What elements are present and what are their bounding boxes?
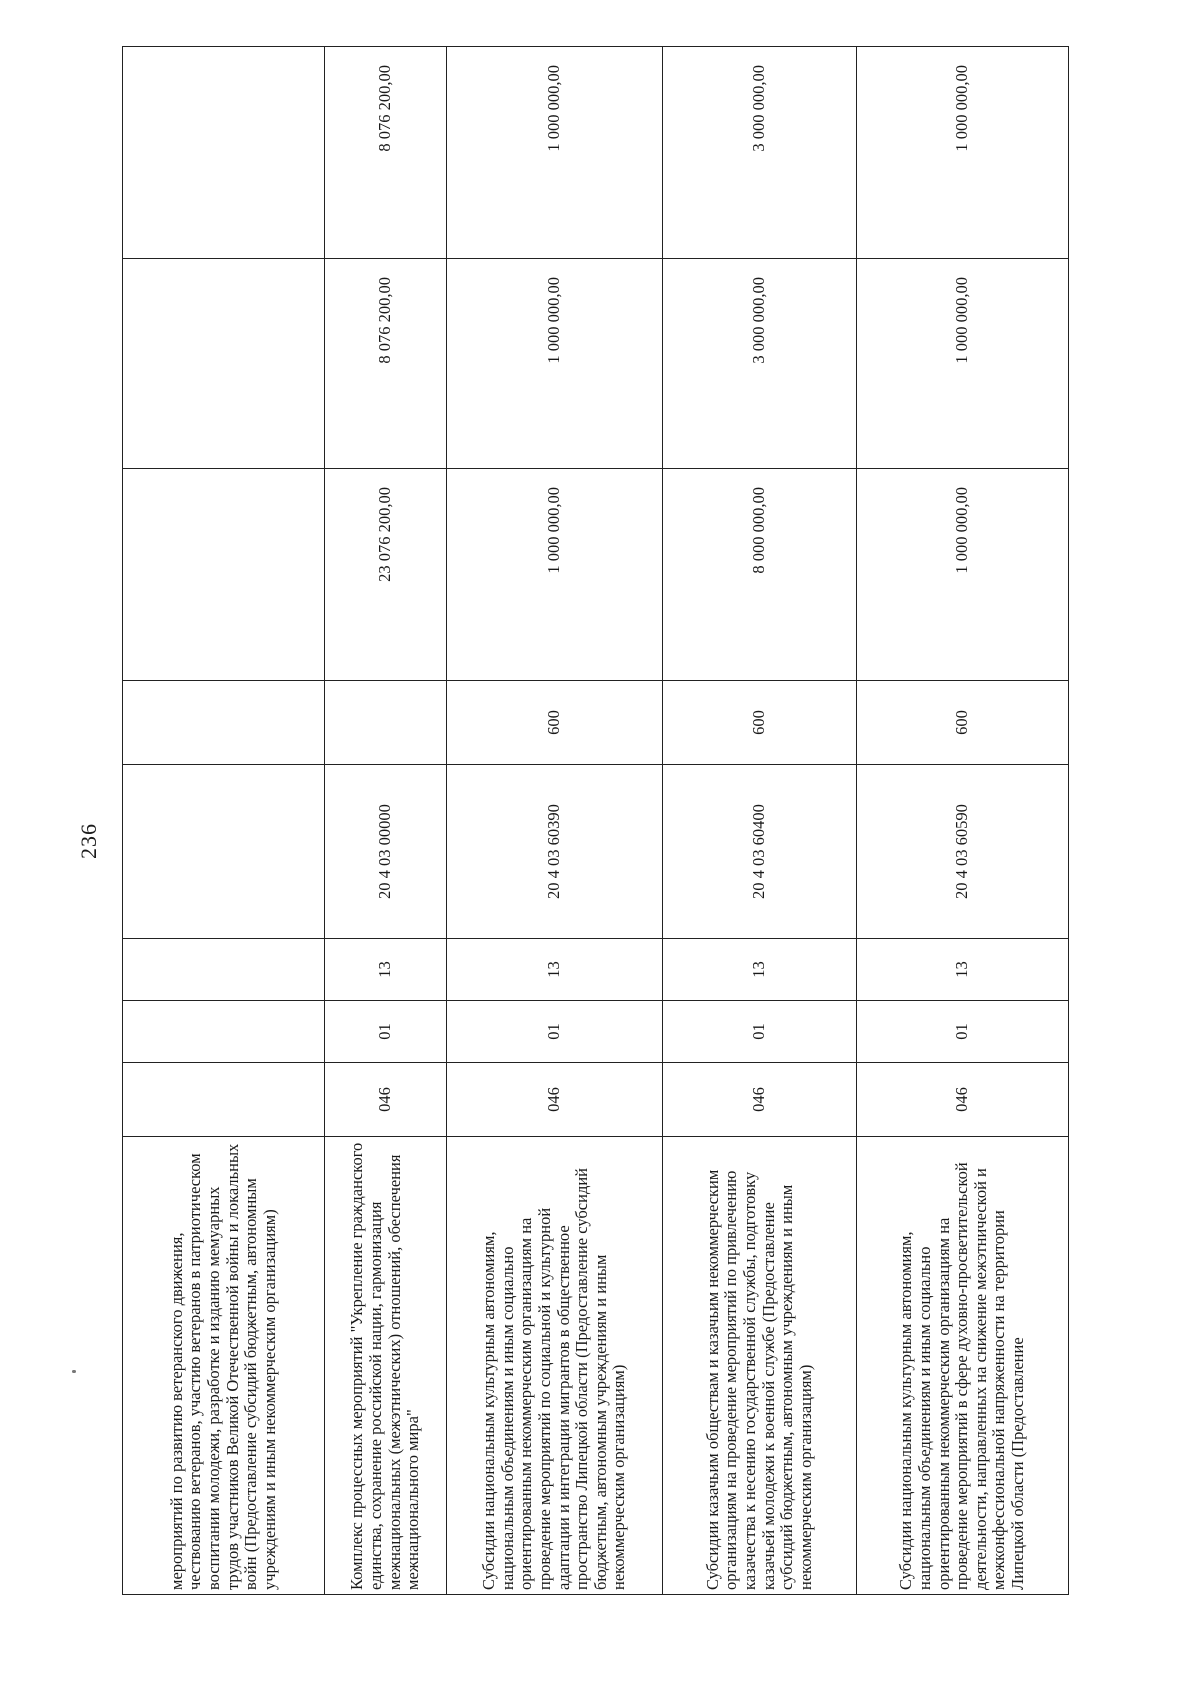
amount-year-2: 1 000 000,00 — [447, 259, 663, 469]
target-article-code — [123, 765, 325, 939]
amount-year-3: 1 000 000,00 — [447, 47, 663, 259]
table-row — [447, 47, 663, 1595]
expense-type-code: 600 — [857, 681, 1069, 765]
amount-year-1: 8 000 000,00 — [663, 469, 857, 681]
target-article-code: 20 4 03 60400 — [663, 765, 857, 939]
subsection-code: 13 — [447, 939, 663, 1001]
row-description: Субсидии национальным культурным автономиям, национальным объединениям и иным социально ориентированным некоммерческим организациям на проведение мероприятий в сфере духовно-просветительской деятельности, направленных на снижение межэтнической и межконфессиональной напряженности на территории Липецкой области (Предоставление — [857, 1137, 1069, 1595]
table-row — [663, 47, 857, 1595]
row-description: мероприятий по развитию ветеранского движения, чествованию ветеранов, участию ветеранов в патриотическом воспитании молодежи, разработке и изданию мемуарных трудов участников Великой Отечественной войны и локальных войн (Предоставление субсидий бюджетным, автономным учреждениям и иным некоммерческим организациям) — [123, 1137, 325, 1595]
amount-year-1: 1 000 000,00 — [447, 469, 663, 681]
subsection-code — [123, 939, 325, 1001]
amount-year-1: 1 000 000,00 — [857, 469, 1069, 681]
subsection-code: 13 — [325, 939, 447, 1001]
table-row — [123, 47, 325, 1595]
row-description: Субсидии национальным культурным автономиям, национальным объединениям и иным социально ориентированным некоммерческим организациям на проведение мероприятий по социальной и культурной адаптации и интеграции мигрантов в общественное пространство Липецкой области (Предоставление субсидий бюджетным, автономным учреждениям и иным некоммерческим организациям) — [447, 1137, 663, 1595]
row-description: Комплекс процессных мероприятий "Укрепление гражданского единства, сохранение российской нации, гармонизация межнациональных (межэтнических) отношений, обеспечения межнационального мира" — [325, 1137, 447, 1595]
expense-type-code — [123, 681, 325, 765]
target-article-code: 20 4 03 00000 — [325, 765, 447, 939]
subsection-code: 13 — [663, 939, 857, 1001]
amount-year-2: 1 000 000,00 — [857, 259, 1069, 469]
ministry-code: 046 — [447, 1063, 663, 1137]
scan-speck — [72, 1370, 76, 1373]
target-article-code: 20 4 03 60590 — [857, 765, 1069, 939]
table-row — [857, 47, 1069, 1595]
expense-type-code — [325, 681, 447, 765]
row-description: Субсидии казачьим обществам и казачьим некоммерческим организациям на проведение мероприятий по привлечению казачества к несению государственной службы, подготовку казачьей молодежи к военной службе (Предоставление субсидий бюджетным, автономным учреждениям и иным некоммерческим организациям) — [663, 1137, 857, 1595]
section-code: 01 — [663, 1001, 857, 1063]
section-code: 01 — [857, 1001, 1069, 1063]
amount-year-2: 3 000 000,00 — [663, 259, 857, 469]
amount-year-1: 23 076 200,00 — [325, 469, 447, 681]
target-article-code: 20 4 03 60390 — [447, 765, 663, 939]
table-row — [325, 47, 447, 1595]
expense-type-code: 600 — [663, 681, 857, 765]
subsection-code: 13 — [857, 939, 1069, 1001]
amount-year-2: 8 076 200,00 — [325, 259, 447, 469]
ministry-code: 046 — [663, 1063, 857, 1137]
amount-year-3: 8 076 200,00 — [325, 47, 447, 259]
section-code — [123, 1001, 325, 1063]
expense-type-code: 600 — [447, 681, 663, 765]
ministry-code: 046 — [857, 1063, 1069, 1137]
section-code: 01 — [325, 1001, 447, 1063]
page-number: 236 — [76, 823, 101, 859]
budget-table — [122, 46, 1069, 1595]
amount-year-1 — [123, 469, 325, 681]
amount-year-3: 1 000 000,00 — [857, 47, 1069, 259]
ministry-code: 046 — [325, 1063, 447, 1137]
amount-year-3: 3 000 000,00 — [663, 47, 857, 259]
ministry-code — [123, 1063, 325, 1137]
amount-year-2 — [123, 259, 325, 469]
amount-year-3 — [123, 47, 325, 259]
section-code: 01 — [447, 1001, 663, 1063]
